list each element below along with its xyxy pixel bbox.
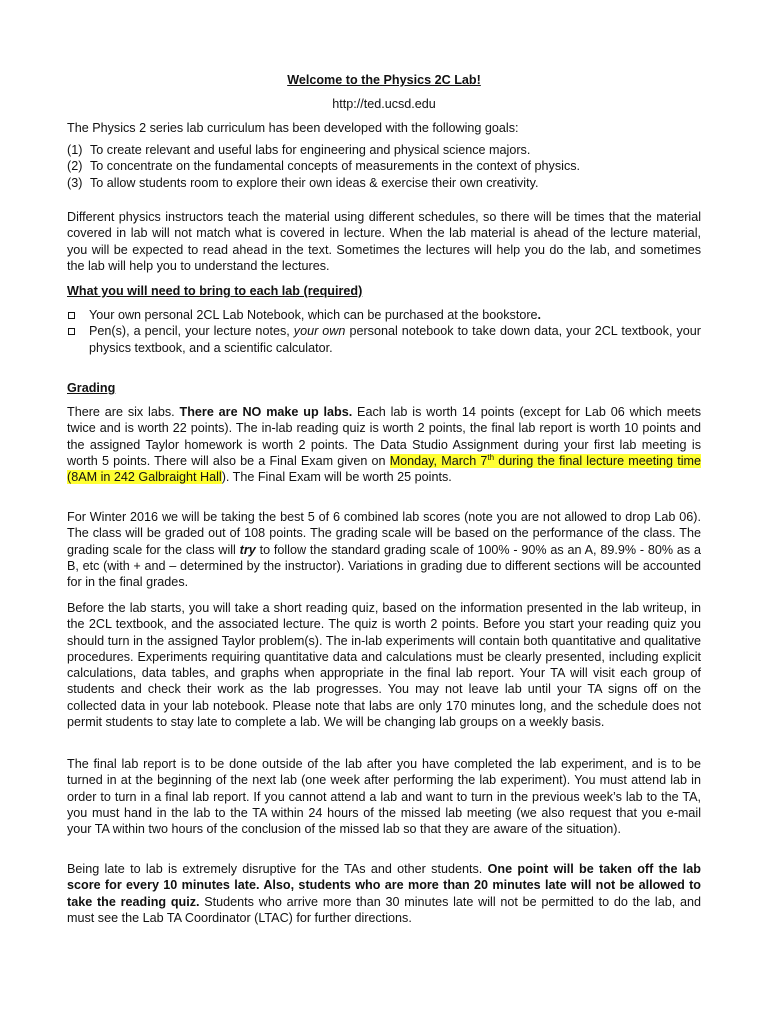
goal-item xyxy=(67,175,701,191)
reading-quiz-paragraph: Before the lab starts, you will take a short reading quiz, based on the information presented in the lab writeup, in the 2CL textbook, and the associated lecture. The quiz is worth 2 points. Before you start your reading quiz you should turn in the assigned Taylor problem(s). The in-lab experiments will contain both quantitative and qualitative procedures. Experiments requiring quantitative data and calculations must be clearly presented, including explicit calculations, data tables, and graphs when appropriate in the final lab report. Your TA will visit each group of students and check their work as the lab progresses. You may not leave lab until your TA signs off on the collected data in your lab notebook. Please note that labs are only 170 minutes long, and the schedule does not permit students to stay late to complete a lab. We will be changing lab groups on a weekly basis. xyxy=(67,601,701,730)
bring-item-text: Your own personal 2CL Lab Notebook, which can be purchased at the bookstore. xyxy=(89,308,542,322)
final-exam-highlight: Monday, March 7th during the final lecture meeting time (8AM in 242 Galbraight Hall xyxy=(67,452,702,485)
schedules-paragraph: Different physics instructors teach the material using different schedules, so there will be times that the material covered in lab will not match what is covered in lecture. When the lab material is ahead of the lecture material, you will be expected to read ahead in the text. Sometimes the lectures will help you do the lab, and sometimes the lab will help you to understand the lectures. xyxy=(67,210,701,273)
page-title: Welcome to the Physics 2C Lab! xyxy=(287,73,481,87)
goal-text: To create relevant and useful labs for engineering and physical science majors. xyxy=(90,143,531,157)
goal-text: To concentrate on the fundamental concepts of measurements in the context of physics. xyxy=(90,159,581,174)
list-item xyxy=(67,307,701,323)
goal-text: To allow students room to explore their own ideas & exercise their own creativity. xyxy=(90,175,539,190)
grading-heading: Grading xyxy=(67,381,116,395)
bring-list xyxy=(67,307,701,356)
checkbox-bullet-icon xyxy=(67,323,89,356)
course-url: http://ted.ucsd.edu xyxy=(332,97,436,111)
grading-paragraph-scale: For Winter 2016 we will be taking the best 5 of 6 combined lab scores (note you are not allowed to drop Lab 06). The class will be graded out of 108 points. The grading scale will be based on the performance of the class. The grading scale for the class will try to follow the standard grading scale of 100% - 90% as an A, 89.9% - 80% as a B, etc (with + and – determined by the instructor). Variations in grading due to different sections will be accounted for in the final grades. xyxy=(67,510,701,590)
goal-item xyxy=(67,142,701,158)
goal-item xyxy=(67,158,701,174)
bring-item-text: Pen(s), a pencil, your lecture notes, your own personal notebook to take down data, your 2CL textbook, your physics textbook, and a scientific calculator. xyxy=(89,324,701,355)
list-item xyxy=(67,323,701,356)
bring-heading: What you will need to bring to each lab (required) xyxy=(67,284,363,298)
goal-number: (2) xyxy=(67,159,83,174)
grading-paragraph-points: There are six labs. There are NO make up labs. Each lab is worth 14 points (except for Lab 06 which meets twice and is worth 22 points). The in-lab reading quiz is worth 2 points, the final lab report is worth 10 points and the assigned Taylor homework is worth 2 points. The Data Studio Assignment during your first lab meeting is worth 5 points. There will also be a Final Exam given on Monday, March 7th during the final lecture meeting time (8AM in 242 Galbraight Hall). The Final Exam will be worth 25 points. xyxy=(67,405,702,485)
checkbox-bullet-icon xyxy=(67,307,89,323)
intro-paragraph: The Physics 2 series lab curriculum has been developed with the following goals: xyxy=(67,121,519,135)
goal-number: (3) xyxy=(67,175,83,190)
goal-number: (1) xyxy=(67,143,83,157)
final-report-paragraph: The final lab report is to be done outside of the lab after you have completed the lab experiment, and is to be turned in at the beginning of the next lab (one week after performing the lab experiment). You must attend lab in order to turn in a final lab report. If you cannot attend a lab and want to turn in the previous week’s lab to the TA, you must hand in the lab to the TA within 24 hours of the missed lab meeting (we also request that you e-mail your TA within two hours of the conclusion of the missed lab so that they are aware of the situation). xyxy=(67,757,701,837)
goals-list xyxy=(67,142,701,191)
late-policy-paragraph: Being late to lab is extremely disruptive for the TAs and other students. One point will be taken off the lab score for every 10 minutes late. Also, students who are more than 20 minutes late will not be allowed to take the reading quiz. Students who arrive more than 30 minutes late will not be permitted to do the lab, and must see the Lab TA Coordinator (LTAC) for further directions. xyxy=(67,862,702,925)
